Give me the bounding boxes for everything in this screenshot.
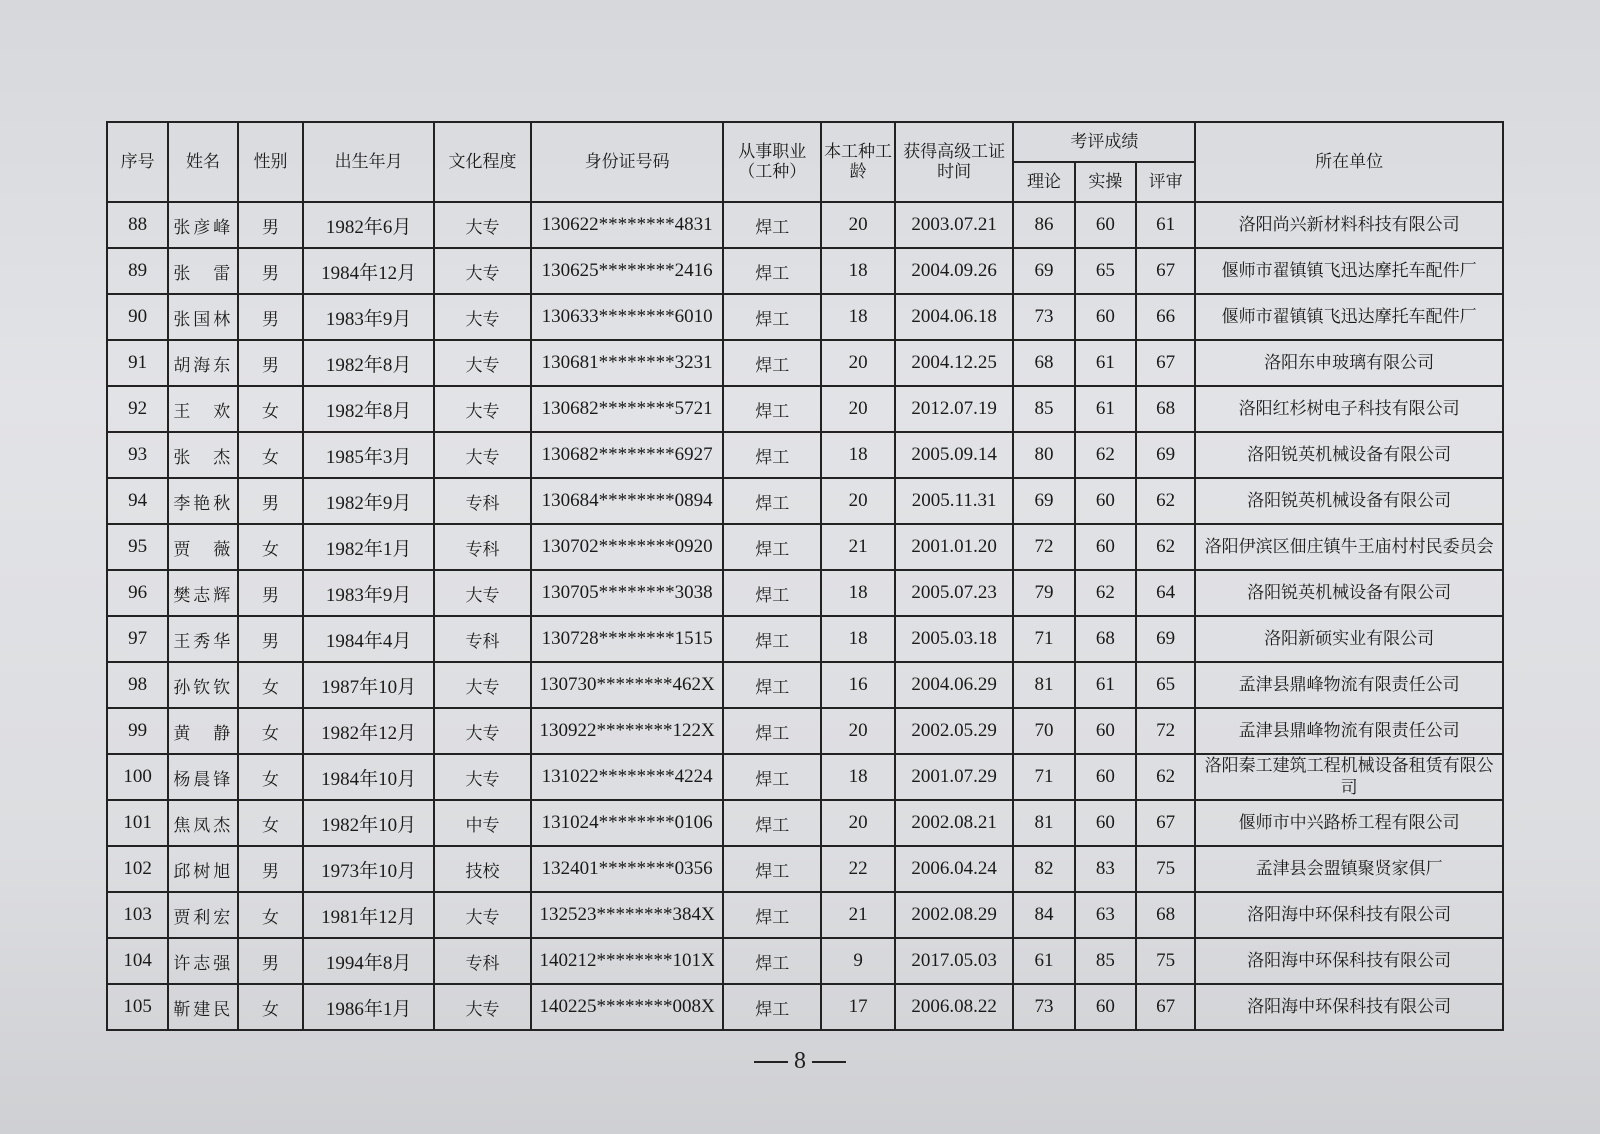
cell-gender: 女 — [238, 984, 303, 1030]
cell-cert-date: 2004.06.18 — [895, 294, 1014, 340]
table-row — [107, 524, 1503, 570]
cell-theory: 86 — [1013, 202, 1074, 248]
cell-name: 孙钦钦 — [168, 662, 237, 708]
cell-occupation: 焊工 — [723, 202, 821, 248]
cell-theory: 81 — [1013, 662, 1074, 708]
table-row — [107, 340, 1503, 386]
cell-practice: 63 — [1075, 892, 1136, 938]
cell-unit: 洛阳秦工建筑工程机械设备租赁有限公司 — [1195, 754, 1503, 800]
cell-unit: 洛阳尚兴新材料科技有限公司 — [1195, 202, 1503, 248]
cell-practice: 62 — [1075, 432, 1136, 478]
cell-years: 20 — [821, 800, 895, 846]
cell-id-number: 130682********5721 — [531, 386, 723, 432]
cell-review: 61 — [1136, 202, 1195, 248]
cell-practice: 62 — [1075, 570, 1136, 616]
cell-id-number: 130633********6010 — [531, 294, 723, 340]
cell-years: 16 — [821, 662, 895, 708]
cell-years: 18 — [821, 294, 895, 340]
cell-occupation: 焊工 — [723, 938, 821, 984]
cell-birth: 1982年9月 — [303, 478, 434, 524]
cell-name: 许志强 — [168, 938, 237, 984]
page-dash-right — [812, 1061, 846, 1063]
cell-practice: 85 — [1075, 938, 1136, 984]
cell-unit: 洛阳锐英机械设备有限公司 — [1195, 570, 1503, 616]
cell-theory: 79 — [1013, 570, 1074, 616]
cell-occupation: 焊工 — [723, 800, 821, 846]
cell-years: 22 — [821, 846, 895, 892]
cell-id-number: 130684********0894 — [531, 478, 723, 524]
cell-review: 62 — [1136, 478, 1195, 524]
table-row — [107, 800, 1503, 846]
header-birth: 出生年月 — [303, 122, 434, 202]
cell-education: 技校 — [434, 846, 531, 892]
cell-seq: 103 — [107, 892, 168, 938]
table-body — [107, 202, 1503, 1030]
cell-id-number: 140212********101X — [531, 938, 723, 984]
cell-occupation: 焊工 — [723, 432, 821, 478]
cell-review: 67 — [1136, 248, 1195, 294]
cell-theory: 85 — [1013, 386, 1074, 432]
cell-seq: 105 — [107, 984, 168, 1030]
cell-cert-date: 2001.01.20 — [895, 524, 1014, 570]
cell-id-number: 130730********462X — [531, 662, 723, 708]
cell-unit: 偃师市翟镇镇飞迅达摩托车配件厂 — [1195, 294, 1503, 340]
cell-name: 贾利宏 — [168, 892, 237, 938]
cell-birth: 1984年4月 — [303, 616, 434, 662]
cell-occupation: 焊工 — [723, 892, 821, 938]
cell-id-number: 130682********6927 — [531, 432, 723, 478]
header-name: 姓名 — [168, 122, 237, 202]
cell-gender: 女 — [238, 892, 303, 938]
cell-name: 王秀华 — [168, 616, 237, 662]
header-review: 评审 — [1136, 162, 1195, 202]
cell-name: 张 杰 — [168, 432, 237, 478]
cell-id-number: 132401********0356 — [531, 846, 723, 892]
cell-education: 专科 — [434, 524, 531, 570]
table-row — [107, 708, 1503, 754]
cell-gender: 男 — [238, 846, 303, 892]
cell-name: 邱树旭 — [168, 846, 237, 892]
cell-years: 18 — [821, 432, 895, 478]
cell-name: 樊志辉 — [168, 570, 237, 616]
cell-occupation: 焊工 — [723, 984, 821, 1030]
table-row — [107, 478, 1503, 524]
cell-birth: 1973年10月 — [303, 846, 434, 892]
cell-unit: 洛阳东申玻璃有限公司 — [1195, 340, 1503, 386]
cell-years: 20 — [821, 202, 895, 248]
cell-theory: 73 — [1013, 984, 1074, 1030]
header-id-number: 身份证号码 — [531, 122, 723, 202]
cell-unit: 洛阳海中环保科技有限公司 — [1195, 938, 1503, 984]
cell-education: 中专 — [434, 800, 531, 846]
cell-birth: 1983年9月 — [303, 294, 434, 340]
cell-birth: 1982年8月 — [303, 340, 434, 386]
cell-theory: 81 — [1013, 800, 1074, 846]
cell-cert-date: 2006.04.24 — [895, 846, 1014, 892]
cell-cert-date: 2003.07.21 — [895, 202, 1014, 248]
cell-practice: 61 — [1075, 662, 1136, 708]
header-theory: 理论 — [1013, 162, 1074, 202]
cell-education: 大专 — [434, 570, 531, 616]
cell-seq: 102 — [107, 846, 168, 892]
cell-cert-date: 2004.12.25 — [895, 340, 1014, 386]
cell-practice: 60 — [1075, 294, 1136, 340]
cell-unit: 偃师市翟镇镇飞迅达摩托车配件厂 — [1195, 248, 1503, 294]
cell-years: 21 — [821, 892, 895, 938]
cell-unit: 洛阳锐英机械设备有限公司 — [1195, 478, 1503, 524]
cell-name: 张彦峰 — [168, 202, 237, 248]
cell-unit: 洛阳红杉树电子科技有限公司 — [1195, 386, 1503, 432]
header-seq: 序号 — [107, 122, 168, 202]
cell-unit: 洛阳锐英机械设备有限公司 — [1195, 432, 1503, 478]
table-row — [107, 938, 1503, 984]
cell-education: 大专 — [434, 892, 531, 938]
cell-cert-date: 2004.06.29 — [895, 662, 1014, 708]
cell-occupation: 焊工 — [723, 386, 821, 432]
cell-theory: 73 — [1013, 294, 1074, 340]
cell-practice: 60 — [1075, 524, 1136, 570]
cell-gender: 男 — [238, 202, 303, 248]
cell-gender: 女 — [238, 524, 303, 570]
cell-birth: 1985年3月 — [303, 432, 434, 478]
header-scores: 考评成绩 — [1013, 122, 1195, 162]
cell-review: 64 — [1136, 570, 1195, 616]
table-header — [107, 122, 1503, 202]
cell-name: 王 欢 — [168, 386, 237, 432]
cell-review: 62 — [1136, 754, 1195, 800]
cell-years: 17 — [821, 984, 895, 1030]
cell-id-number: 132523********384X — [531, 892, 723, 938]
cell-practice: 60 — [1075, 708, 1136, 754]
cell-gender: 女 — [238, 754, 303, 800]
cell-occupation: 焊工 — [723, 524, 821, 570]
cell-cert-date: 2005.09.14 — [895, 432, 1014, 478]
cell-years: 20 — [821, 478, 895, 524]
cell-review: 68 — [1136, 386, 1195, 432]
cell-name: 胡海东 — [168, 340, 237, 386]
table-row — [107, 984, 1503, 1030]
cell-review: 65 — [1136, 662, 1195, 708]
cell-education: 大专 — [434, 662, 531, 708]
cell-theory: 71 — [1013, 616, 1074, 662]
cell-review: 69 — [1136, 432, 1195, 478]
cell-years: 18 — [821, 616, 895, 662]
cell-gender: 女 — [238, 432, 303, 478]
cell-cert-date: 2002.08.21 — [895, 800, 1014, 846]
cell-education: 大专 — [434, 754, 531, 800]
cell-review: 67 — [1136, 340, 1195, 386]
cell-seq: 91 — [107, 340, 168, 386]
cell-years: 20 — [821, 340, 895, 386]
cell-theory: 61 — [1013, 938, 1074, 984]
cell-id-number: 130922********122X — [531, 708, 723, 754]
cell-name: 靳建民 — [168, 984, 237, 1030]
cell-gender: 女 — [238, 708, 303, 754]
header-occupation: 从事职业（工种） — [723, 122, 821, 202]
header-practice: 实操 — [1075, 162, 1136, 202]
cell-birth: 1982年8月 — [303, 386, 434, 432]
cell-review: 69 — [1136, 616, 1195, 662]
cell-birth: 1984年10月 — [303, 754, 434, 800]
cell-birth: 1982年10月 — [303, 800, 434, 846]
cell-review: 66 — [1136, 294, 1195, 340]
cell-cert-date: 2005.03.18 — [895, 616, 1014, 662]
table-row — [107, 248, 1503, 294]
cell-seq: 101 — [107, 800, 168, 846]
cell-birth: 1994年8月 — [303, 938, 434, 984]
header-years: 本工种工龄 — [821, 122, 895, 202]
cell-years: 21 — [821, 524, 895, 570]
cell-birth: 1982年12月 — [303, 708, 434, 754]
cell-review: 68 — [1136, 892, 1195, 938]
cell-years: 18 — [821, 570, 895, 616]
cell-seq: 100 — [107, 754, 168, 800]
cell-id-number: 140225********008X — [531, 984, 723, 1030]
cell-birth: 1987年10月 — [303, 662, 434, 708]
cell-education: 大专 — [434, 984, 531, 1030]
cell-education: 专科 — [434, 478, 531, 524]
cell-cert-date: 2001.07.29 — [895, 754, 1014, 800]
cell-seq: 93 — [107, 432, 168, 478]
cell-seq: 90 — [107, 294, 168, 340]
cell-seq: 88 — [107, 202, 168, 248]
cell-education: 大专 — [434, 386, 531, 432]
cell-review: 75 — [1136, 846, 1195, 892]
cell-seq: 104 — [107, 938, 168, 984]
cell-practice: 60 — [1075, 984, 1136, 1030]
cell-occupation: 焊工 — [723, 662, 821, 708]
table-row — [107, 754, 1503, 800]
table-row — [107, 570, 1503, 616]
cell-cert-date: 2017.05.03 — [895, 938, 1014, 984]
cell-seq: 92 — [107, 386, 168, 432]
cell-birth: 1982年1月 — [303, 524, 434, 570]
cell-cert-date: 2012.07.19 — [895, 386, 1014, 432]
cell-name: 张国林 — [168, 294, 237, 340]
table-row — [107, 892, 1503, 938]
cell-gender: 男 — [238, 938, 303, 984]
cell-practice: 68 — [1075, 616, 1136, 662]
page-number-value: 8 — [794, 1048, 806, 1074]
cell-name: 焦凤杰 — [168, 800, 237, 846]
cell-name: 贾 薇 — [168, 524, 237, 570]
cell-seq: 95 — [107, 524, 168, 570]
cell-name: 杨晨锋 — [168, 754, 237, 800]
header-cert-date: 获得高级工证时间 — [895, 122, 1014, 202]
table-row — [107, 662, 1503, 708]
cell-gender: 男 — [238, 294, 303, 340]
cell-practice: 61 — [1075, 340, 1136, 386]
cell-id-number: 130625********2416 — [531, 248, 723, 294]
page-number — [0, 1048, 1600, 1075]
cell-id-number: 131022********4224 — [531, 754, 723, 800]
cell-practice: 65 — [1075, 248, 1136, 294]
cell-cert-date: 2004.09.26 — [895, 248, 1014, 294]
cell-education: 大专 — [434, 340, 531, 386]
cell-gender: 男 — [238, 340, 303, 386]
cell-seq: 96 — [107, 570, 168, 616]
cell-unit: 洛阳新硕实业有限公司 — [1195, 616, 1503, 662]
cell-id-number: 130622********4831 — [531, 202, 723, 248]
table-row — [107, 616, 1503, 662]
cell-practice: 60 — [1075, 754, 1136, 800]
cell-education: 大专 — [434, 708, 531, 754]
cell-education: 大专 — [434, 294, 531, 340]
cell-gender: 男 — [238, 478, 303, 524]
cell-cert-date: 2005.11.31 — [895, 478, 1014, 524]
cell-occupation: 焊工 — [723, 248, 821, 294]
cell-birth: 1981年12月 — [303, 892, 434, 938]
cell-seq: 89 — [107, 248, 168, 294]
header-education: 文化程度 — [434, 122, 531, 202]
cell-seq: 98 — [107, 662, 168, 708]
cell-years: 20 — [821, 386, 895, 432]
table-row — [107, 294, 1503, 340]
cell-review: 72 — [1136, 708, 1195, 754]
cell-name: 张 雷 — [168, 248, 237, 294]
cell-theory: 84 — [1013, 892, 1074, 938]
cell-name: 黄 静 — [168, 708, 237, 754]
cell-years: 9 — [821, 938, 895, 984]
roster-table-container — [106, 121, 1504, 1031]
cell-review: 62 — [1136, 524, 1195, 570]
cell-cert-date: 2002.08.29 — [895, 892, 1014, 938]
header-gender: 性别 — [238, 122, 303, 202]
cell-occupation: 焊工 — [723, 478, 821, 524]
cell-gender: 女 — [238, 800, 303, 846]
cell-education: 专科 — [434, 938, 531, 984]
cell-unit: 孟津县鼎峰物流有限责任公司 — [1195, 708, 1503, 754]
cell-education: 专科 — [434, 616, 531, 662]
cell-review: 67 — [1136, 984, 1195, 1030]
table-row — [107, 386, 1503, 432]
cell-practice: 83 — [1075, 846, 1136, 892]
cell-occupation: 焊工 — [723, 846, 821, 892]
cell-name: 李艳秋 — [168, 478, 237, 524]
cell-unit: 孟津县鼎峰物流有限责任公司 — [1195, 662, 1503, 708]
cell-birth: 1986年1月 — [303, 984, 434, 1030]
cell-years: 18 — [821, 248, 895, 294]
cell-practice: 60 — [1075, 202, 1136, 248]
cell-occupation: 焊工 — [723, 708, 821, 754]
cell-cert-date: 2002.05.29 — [895, 708, 1014, 754]
cell-id-number: 131024********0106 — [531, 800, 723, 846]
cell-theory: 69 — [1013, 478, 1074, 524]
cell-gender: 女 — [238, 386, 303, 432]
cell-unit: 孟津县会盟镇聚贤家俱厂 — [1195, 846, 1503, 892]
cell-years: 20 — [821, 708, 895, 754]
cell-practice: 61 — [1075, 386, 1136, 432]
cell-occupation: 焊工 — [723, 616, 821, 662]
cell-gender: 男 — [238, 248, 303, 294]
table-row — [107, 846, 1503, 892]
cell-theory: 82 — [1013, 846, 1074, 892]
cell-id-number: 130702********0920 — [531, 524, 723, 570]
cell-cert-date: 2006.08.22 — [895, 984, 1014, 1030]
header-unit: 所在单位 — [1195, 122, 1503, 202]
cell-theory: 71 — [1013, 754, 1074, 800]
cell-gender: 男 — [238, 616, 303, 662]
cell-unit: 洛阳伊滨区佃庄镇牛王庙村村民委员会 — [1195, 524, 1503, 570]
roster-table — [106, 121, 1504, 1031]
cell-occupation: 焊工 — [723, 754, 821, 800]
table-row — [107, 202, 1503, 248]
cell-seq: 94 — [107, 478, 168, 524]
cell-theory: 68 — [1013, 340, 1074, 386]
cell-seq: 97 — [107, 616, 168, 662]
cell-occupation: 焊工 — [723, 570, 821, 616]
cell-id-number: 130728********1515 — [531, 616, 723, 662]
cell-education: 大专 — [434, 432, 531, 478]
cell-education: 大专 — [434, 202, 531, 248]
cell-birth: 1984年12月 — [303, 248, 434, 294]
page-dash-left — [754, 1061, 788, 1063]
cell-review: 75 — [1136, 938, 1195, 984]
cell-unit: 洛阳海中环保科技有限公司 — [1195, 984, 1503, 1030]
cell-cert-date: 2005.07.23 — [895, 570, 1014, 616]
cell-theory: 69 — [1013, 248, 1074, 294]
cell-gender: 男 — [238, 570, 303, 616]
cell-birth: 1983年9月 — [303, 570, 434, 616]
cell-birth: 1982年6月 — [303, 202, 434, 248]
cell-practice: 60 — [1075, 800, 1136, 846]
cell-occupation: 焊工 — [723, 294, 821, 340]
cell-theory: 70 — [1013, 708, 1074, 754]
cell-theory: 72 — [1013, 524, 1074, 570]
cell-education: 大专 — [434, 248, 531, 294]
cell-unit: 偃师市中兴路桥工程有限公司 — [1195, 800, 1503, 846]
cell-seq: 99 — [107, 708, 168, 754]
cell-review: 67 — [1136, 800, 1195, 846]
cell-years: 18 — [821, 754, 895, 800]
cell-practice: 60 — [1075, 478, 1136, 524]
cell-unit: 洛阳海中环保科技有限公司 — [1195, 892, 1503, 938]
cell-theory: 80 — [1013, 432, 1074, 478]
cell-id-number: 130705********3038 — [531, 570, 723, 616]
cell-occupation: 焊工 — [723, 340, 821, 386]
table-row — [107, 432, 1503, 478]
cell-id-number: 130681********3231 — [531, 340, 723, 386]
cell-gender: 女 — [238, 662, 303, 708]
